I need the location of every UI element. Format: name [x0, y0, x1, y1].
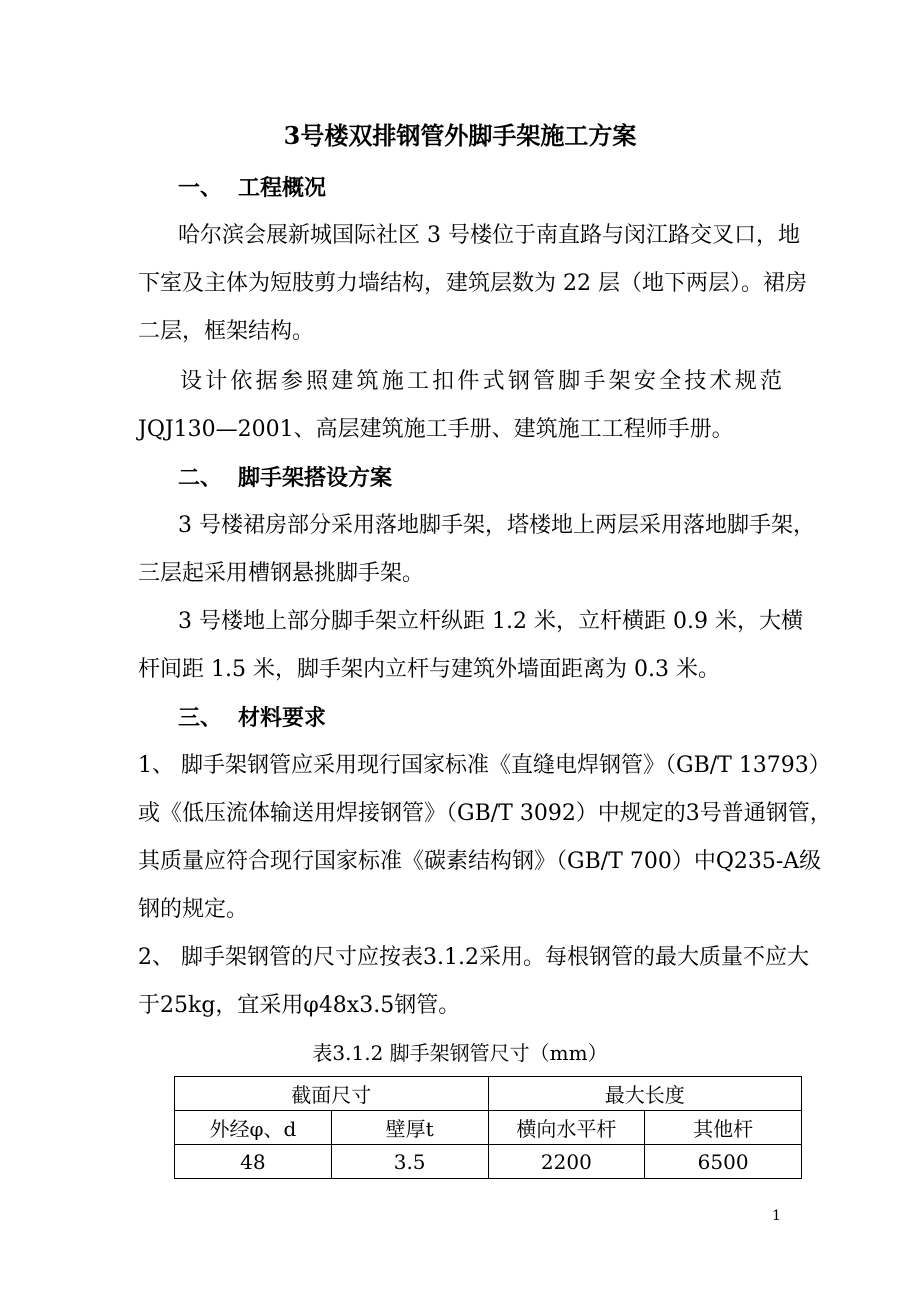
paragraph-line: 三层起采用槽钢悬挑脚手架。: [138, 561, 425, 586]
section-1-title: 工程概况: [238, 175, 327, 201]
table-cell: 2200: [488, 1145, 645, 1179]
list-item-line: 其质量应符合现行国家标准《碳素结构钢》（GB/T 700）中Q235-A级: [138, 849, 822, 874]
steel-tube-size-table: [174, 1076, 802, 1179]
section-3-heading: [178, 702, 326, 734]
table-group-header: 截面尺寸: [175, 1077, 489, 1111]
table-caption: 表3.1.2 脚手架钢管尺寸（mm）: [312, 1041, 608, 1065]
paragraph-line: 下室及主体为短肢剪力墙结构，建筑层数为 22 层（地下两层）。裙房: [138, 271, 807, 296]
paragraph-line: 二层，框架结构。: [138, 319, 315, 344]
list-item-line: 1、 脚手架钢管应采用现行国家标准《直缝电焊钢管》（GB/T 13793）: [138, 753, 831, 778]
table-row: [175, 1145, 802, 1179]
paragraph-line: 设计依据参照建筑施工扣件式钢管脚手架安全技术规范: [180, 369, 782, 394]
table-group-header-row: [175, 1077, 802, 1111]
list-item-line: 于25kg，宜采用φ48x3.5钢管。: [138, 993, 461, 1018]
table-cell: 48: [175, 1145, 332, 1179]
page-number: 1: [772, 1208, 781, 1224]
section-2-number: 二、: [178, 465, 223, 491]
table-header-cell: 外经φ、d: [175, 1111, 332, 1145]
list-item-line: 或《低压流体输送用焊接钢管》（GB/T 3092）中规定的3号普通钢管，: [138, 801, 832, 826]
section-1-number: 一、: [178, 175, 223, 201]
paragraph-line: 3 号楼地上部分脚手架立杆纵距 1.2 米，立杆横距 0.9 米，大横: [178, 609, 803, 634]
table-header-cell: 横向水平杆: [488, 1111, 645, 1145]
table-cell: 3.5: [331, 1145, 488, 1179]
section-2-heading: [178, 462, 392, 494]
section-1-heading: [178, 172, 326, 204]
table-header-cell: 壁厚t: [331, 1111, 488, 1145]
table-group-header: 最大长度: [488, 1077, 802, 1111]
list-item-line: 2、 脚手架钢管的尺寸应按表3.1.2采用。每根钢管的最大质量不应大: [138, 945, 809, 970]
paragraph-line: JQJ130—2001、高层建筑施工手册、建筑施工工程师手册。: [138, 417, 734, 442]
paragraph-line: 3 号楼裙房部分采用落地脚手架，塔楼地上两层采用落地脚手架，: [178, 513, 815, 538]
section-3-number: 三、: [178, 705, 223, 731]
paragraph-line: 哈尔滨会展新城国际社区 3 号楼位于南直路与闵江路交叉口，地: [178, 223, 800, 248]
section-2-title: 脚手架搭设方案: [238, 465, 393, 491]
paragraph-line: 杆间距 1.5 米，脚手架内立杆与建筑外墙面距离为 0.3 米。: [138, 657, 720, 682]
table-header-row: [175, 1111, 802, 1145]
document-title: 3号楼双排钢管外脚手架施工方案: [283, 121, 637, 150]
table-cell: 6500: [645, 1145, 802, 1179]
section-3-title: 材料要求: [238, 705, 327, 731]
list-item-line: 钢的规定。: [138, 897, 249, 922]
table-header-cell: 其他杆: [645, 1111, 802, 1145]
